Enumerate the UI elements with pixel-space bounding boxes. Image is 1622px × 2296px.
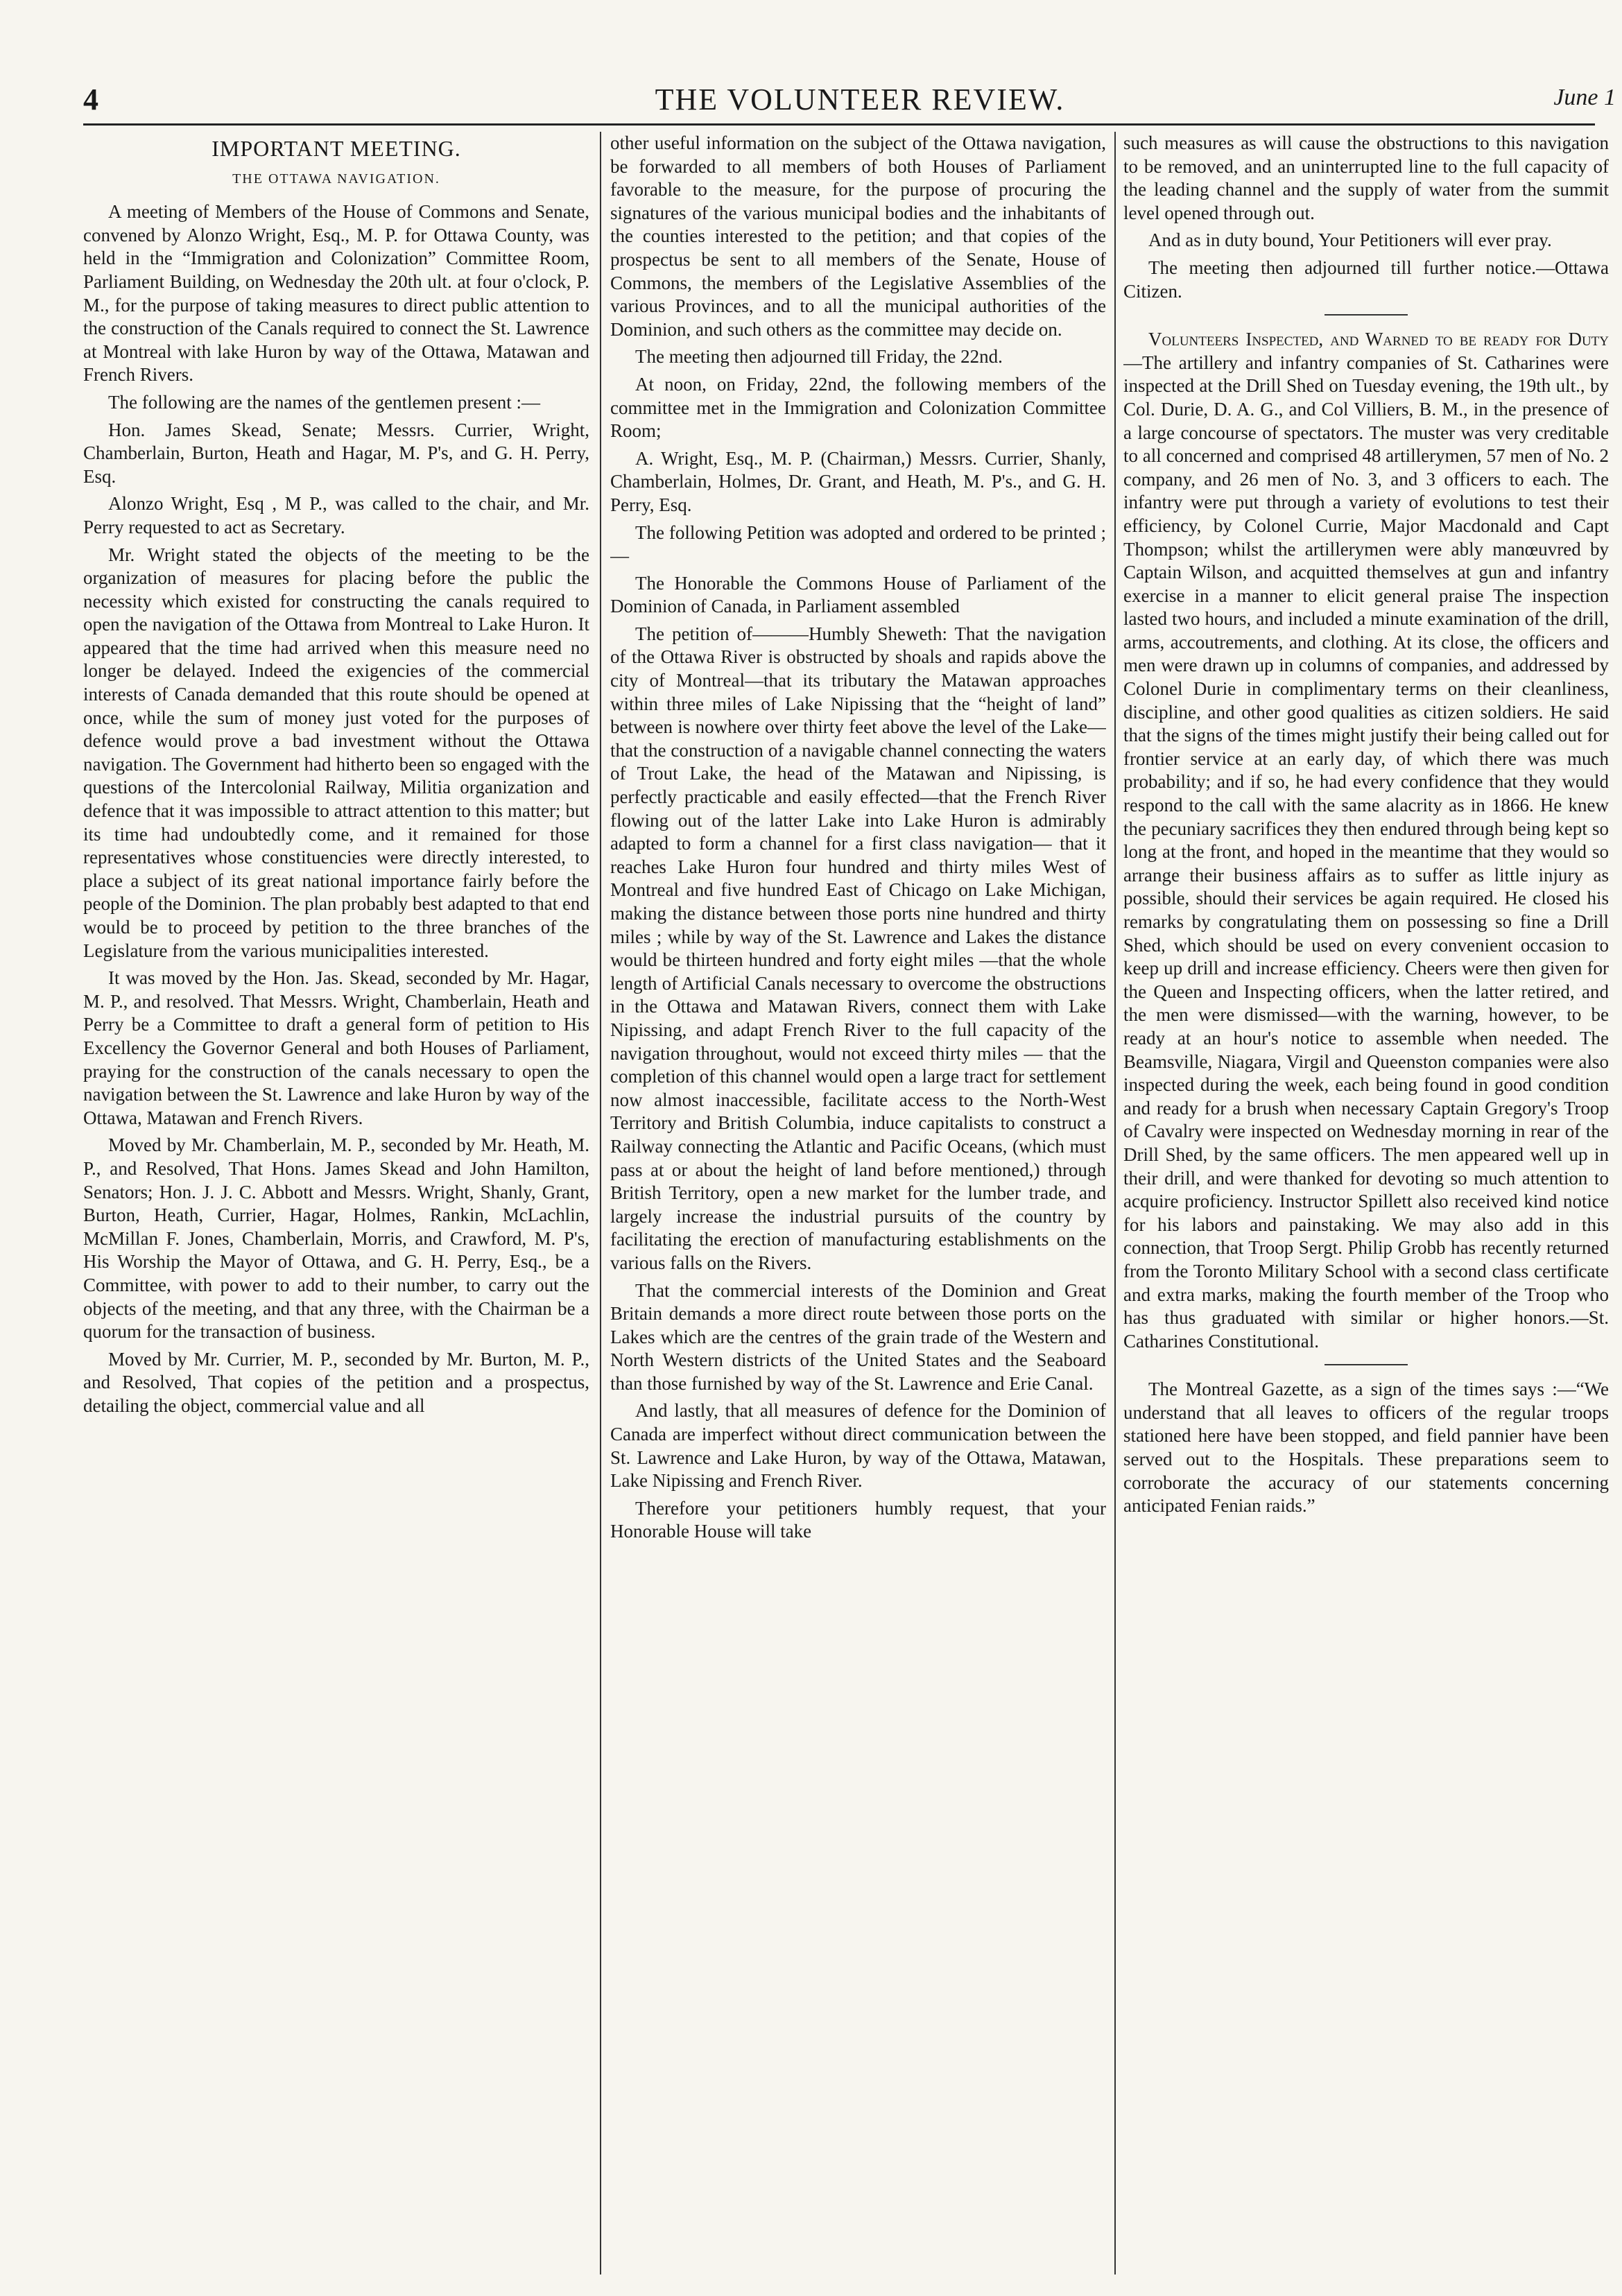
paragraph: Alonzo Wright, Esq , M P., was called to the chair, and Mr. Perry requested to act as Secretary. — [83, 493, 589, 537]
paragraph: That the commercial interests of the Dominion and Great Britain demands a more direct route between those ports on the Lakes which are the centres of the grain trade of the Western and North Western districts of the United States and the Seaboard than those furnished by way of the St. Lawrence and Erie Canal. — [610, 1279, 1106, 1394]
paragraph: The Honorable the Commons House of Parliament of the Dominion of Canada, in Parliament assembled — [610, 572, 1106, 617]
article-lead: Volunteers Inspected, and Warned to be ready for Duty — [1148, 329, 1609, 350]
paragraph: such measures as will cause the obstructions to this navigation to be removed, and an uninterrupted line to the full capacity of the leading channel and the supply of water from the summit level opened through out. — [1123, 132, 1609, 223]
volunteers-article — [1123, 328, 1609, 1353]
paragraph: It was moved by the Hon. Jas. Skead, seconded by Mr. Hagar, M. P., and resolved. That Messrs. Wright, Chamberlain, Heath and Perry be a Committee to draft a general form of petition to His Excellency the Governor General and both Houses of Parliament, praying for the construction of the canals necessary to open the navigation between the St. Lawrence and lake Huron by way of the Ottawa, Matawan and French Rivers. — [83, 967, 589, 1128]
column-divider-1 — [600, 132, 601, 2275]
paragraph: other useful information on the subject of the Ottawa navigation, be forwarded to all members of both Houses of Parliament favorable to the measure, for the purpose of procuring the signatures of the various municipal bodies and the inhabitants of the counties interested to the petition; and that copies of the prospectus be sent to all members of the Senate, House of Commons, the members of the Legislative Assemblies of the various Provinces, and to all the municipal authorities of the Dominion, and such others as the committee may decide on. — [610, 132, 1106, 340]
article-subhead: THE OTTAWA NAVIGATION. — [232, 171, 440, 187]
paragraph: The meeting then adjourned till Friday, the 22nd. — [635, 346, 1003, 368]
paragraph: At noon, on Friday, 22nd, the following members of the committee met in the Immigration and Colonization Committee Room; — [610, 373, 1106, 442]
article-body: —The artillery and infantry companies of St. Catharines were inspected at the Drill Shed on Tuesday evening, the 19th ult., by Col. Durie, D. A. G., and Col Villiers, B. M., in the presence of a large concourse of spectators. The muster was very creditable to all concerned and comprised 48 artillerymen, 57 men of No. 2 company, and 26 men of No. 3, and 3 officers to each. The infantry were put through a variety of evolutions to test their efficiency, by Colonel Currie, Major Macdonald and Capt Thompson; whilst the artillerymen were ably manœuvred by Captain Wilson, and acquitted themselves at gun and infantry exercise in a manner to elicit general praise The inspection lasted two hours, and included a minute examination of the drill, arms, accoutrements, and clothing. At its close, the officers and men were drawn up in columns of companies, and addressed by Colonel Durie in complimentary terms on their cleanliness, discipline, and other good qualities as citizen soldiers. He said that the signs of the times might justify their being called out for frontier service at an early day, of which there was much probability; and if so, he had every confidence that they would respond to the call with the same alacrity as in 1866. He knew the pecuniary sacrifices they then endured through being kept so long at the front, and hoped in the meantime that they would so arrange their business affairs as to suffer as little injury as possible, should their services be again required. He closed his remarks by congratulating them on possessing so fine a Drill Shed, which should be used on every convenient occasion to keep up drill and increase efficiency. Cheers were then given for the Queen and Inspecting officers, when the latter retired, and the men were dismissed—with the warning, however, to be ready at an hour's notice to assemble when needed. The Beamsville, Niagara, Virgil and Queenston companies were also inspected during the week, each being found in good condition and ready for a brush when necessary Captain Gregory's Troop of Cavalry were inspected on Wednesday morning in rear of the Drill Shed, by the same officers. The men appeared well up in their drill, and were thanked for devoting so much attention to acquire proficiency. Instructor Spillett also received kind notice for his labors and painstaking. We may also add in this connection, that Troop Sergt. Philip Grobb has recently returned from the Toronto Military School with a second class certificate and extra marks, making the fourth member of the Troop who has thus graduated with similar or higher honors.—St. Catharines Constitutional. — [1123, 352, 1609, 1352]
paragraph: Moved by Mr. Chamberlain, M. P., seconded by Mr. Heath, M. P., and Resolved, That Hons. James Skead and John Hamilton, Senators; Hon. J. J. C. Abbott and Messrs. Wright, Shanly, Grant, Burton, Heath, Currier, Hagar, Holmes, Rankin, McLachlin, McMillan F. Jones, Chamberlain, Morris, and Crawford, M. P's, His Worship the Mayor of Ottawa, and G. H. Perry, Esq., be a Committee, with power to add to their number, to carry out the objects of the meeting, and that any three, with the Chairman be a quorum for the transaction of business. — [83, 1134, 589, 1343]
paragraph: And as in duty bound, Your Petitioners will ever pray. — [1148, 230, 1552, 251]
page-number: 4 — [83, 83, 98, 116]
paragraph: Therefore your petitioners humbly request, that your Honorable House will take — [610, 1497, 1106, 1542]
masthead-rule — [83, 123, 1595, 126]
petition-text: The petition of———Humbly Sheweth: That the navigation of the Ottawa River is obstructed by shoals and rapids above the city of Montreal—that its tributary the Matawan approaches within three miles of Lake Nipissing that the “height of land” between is nowhere over thirty feet above the level of the Lake—that the construction of a navigable channel connecting the waters of Trout Lake, the head of the Matawan and Nipissing, is perfectly practicable and easily effected—that the French River flowing out of the latter Lake into Lake Huron is admirably adapted to form a channel for a first class navigation— that it reaches Lake Huron four hundred and thirty miles West of Montreal and five hundred East of Chicago on Lake Michigan, making the distance between those ports nine hundred and thirty miles ; while by way of the St. Lawrence and Lakes the distance would be thirteen hundred and forty eight miles —that the whole length of Artificial Canals necessary to overcome the obstructions in the Ottawa and Matawan Rivers, connect them with Lake Nipissing, and adapt French River to the full capacity of the navigation throughout, would not exceed thirty miles — that the completion of this channel would open a large tract for settlement now almost inaccessible, facilitate access to the North-West Territory and British Columbia, induce capitalists to construct a Railway connecting the Atlantic and Pacific Oceans, (which must pass at or about the height of land before mentioned,) through British Territory, open a new market for the lumber trade, and largely increase the industrial pursuits of the country by facilitating the erection of manufacturing establishments on the various falls on the Rivers. — [610, 623, 1106, 1273]
paragraph: Hon. James Skead, Senate; Messrs. Currier, Wright, Chamberlain, Burton, Heath and Hagar, M. P's, and G. H. Perry, Esq. — [83, 419, 589, 487]
article-separator — [1325, 1364, 1408, 1365]
paragraph: The Montreal Gazette, as a sign of the times says :—“We understand that all leaves to officers of the regular troops stationed here have been stopped, and field pannier have been served out to the Hospitals. These preparations seem to corroborate the accuracy of our statements concerning anticipated Fenian raids.” — [1123, 1379, 1609, 1517]
paragraph: Mr. Wright stated the objects of the meeting to be the organization of measures for placing before the public the necessity which existed for constructing the canals required to open the navigation of the Ottawa from Montreal to Lake Huron. It appeared that the time had arrived when this measure need no longer be delayed. Indeed the exigencies of the commercial interests of Canada demanded that this route should be opened at once, while the sum of money just voted for the purposes of defence would prove a bad investment without the Ottawa navigation. The Government had hitherto been so engaged with the questions of the Intercolonial Railway, Militia organization and defence that it was impossible to attract attention to this matter; but its time had undoubtedly come, and it remained for those representatives whose constituencies were directly interested, to place a subject of its great national importance fairly before the people of the Dominion. The plan probably best adapted to that end would be to proceed by petition to the three branches of the Legislature from the various municipalities interested. — [83, 544, 589, 961]
paragraph: The following Petition was adopted and ordered to be printed ;— — [610, 521, 1106, 567]
masthead — [83, 82, 1622, 123]
column-divider-2 — [1114, 132, 1116, 2275]
issue-date: June 1 — [1553, 85, 1616, 110]
column-3 — [1123, 132, 1609, 2275]
article-separator — [1325, 314, 1408, 316]
paragraph: A. Wright, Esq., M. P. (Chairman,) Messrs. Currier, Shanly, Chamberlain, Holmes, Dr. Grant, and Heath, M. P's., and G. H. Perry, Esq. — [610, 447, 1106, 515]
paragraph: The meeting then adjourned till further notice.—Ottawa Citizen. — [1123, 257, 1609, 302]
article-headline: IMPORTANT MEETING. — [212, 136, 461, 161]
paragraph: A meeting of Members of the House of Commons and Senate, convened by Alonzo Wright, Esq., M. P. for Ottawa County, was held in the “Immigration and Colonization” Committee Room, Parliament Building, on Wednesday the 20th ult. at four o'clock, P. M., for the purpose of taking measures to direct public attention to the construction of the Canals required to connect the St. Lawrence at Montreal with lake Huron by way of the Ottawa, Matawan and French Rivers. — [83, 201, 589, 386]
column-2 — [610, 132, 1106, 2275]
paragraph: Moved by Mr. Currier, M. P., seconded by Mr. Burton, M. P., and Resolved, That copies of the petition and a prospectus, detailing the object, commercial value and all — [83, 1348, 589, 1416]
newspaper-title: THE VOLUNTEER REVIEW. — [655, 83, 1065, 116]
column-1 — [83, 132, 589, 2275]
paragraph: And lastly, that all measures of defence for the Dominion of Canada are imperfect without direct communication between the St. Lawrence and Lake Huron, by way of the Ottawa, Matawan, Lake Nipissing and French River. — [610, 1400, 1106, 1492]
paragraph: The following are the names of the gentlemen present :— — [108, 391, 541, 413]
